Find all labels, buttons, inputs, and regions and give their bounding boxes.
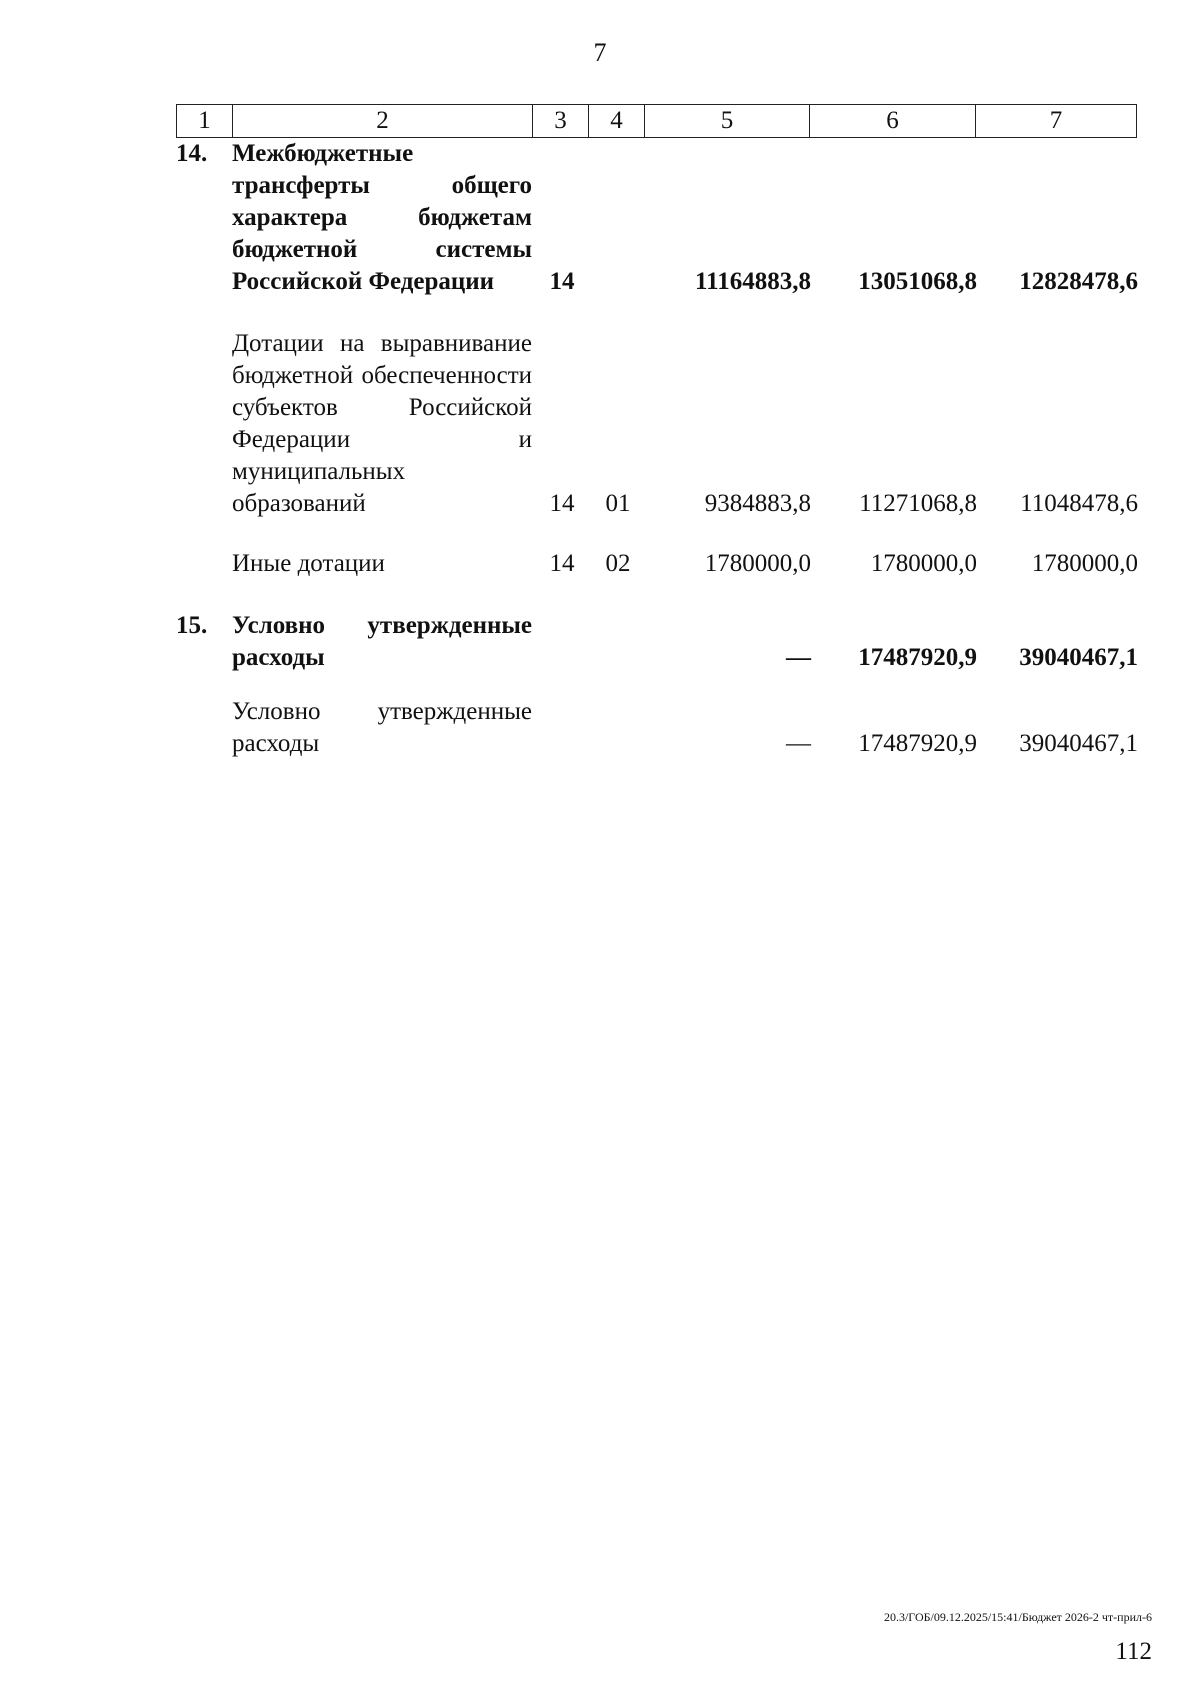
sheet-number: 112 — [1115, 1638, 1152, 1665]
header-col-2: 2 — [233, 105, 533, 138]
table-row — [176, 328, 1136, 520]
row-value-2026: — — [786, 644, 811, 671]
header-col-1: 1 — [177, 105, 233, 138]
row-name: Дотации на выравнивание бюджетной обеспеченности субъектов Российской Федерации и муниципальных образований — [232, 330, 532, 517]
row-name: Иные дотации — [232, 550, 385, 577]
row-value-2026: 1780000,0 — [704, 550, 811, 577]
row-name: Условно утвержденные расходы — [232, 612, 532, 671]
row-value-2028: 39040467,1 — [1019, 644, 1138, 671]
page-number: 7 — [593, 38, 607, 67]
row-value-2026: 9384883,8 — [704, 490, 811, 517]
header-col-6: 6 — [810, 105, 976, 138]
header-col-5: 5 — [645, 105, 810, 138]
row-value-2028: 12828478,6 — [1019, 268, 1138, 295]
row-number: 15. — [176, 612, 208, 639]
row-number: 14. — [176, 140, 208, 167]
header-col-3: 3 — [533, 105, 589, 138]
header-col-7: 7 — [976, 105, 1137, 138]
table-row — [176, 548, 1136, 580]
table-row — [176, 138, 1136, 298]
column-number-header — [176, 104, 1137, 138]
row-section: 14 — [549, 550, 575, 577]
row-subsection: 02 — [605, 550, 631, 577]
row-value-2027: 11271068,8 — [859, 490, 977, 517]
document-code: 20.3/ГОБ/09.12.2025/15:41/Бюджет 2026-2 чт-прил-6 — [883, 1610, 1152, 1624]
row-name: Межбюджетные трансферты общего характера бюджетам бюджетной системы Российской Федерации — [232, 140, 532, 295]
table-row — [176, 610, 1136, 674]
header-col-4: 4 — [589, 105, 645, 138]
row-section: 14 — [549, 268, 575, 295]
row-value-2027: 1780000,0 — [870, 550, 977, 577]
row-value-2026: 11164883,8 — [695, 268, 811, 295]
row-name: Условно утвержденные расходы — [232, 698, 532, 757]
row-value-2027: 17487920,9 — [858, 730, 977, 757]
row-value-2027: 13051068,8 — [858, 268, 977, 295]
row-value-2028: 11048478,6 — [1020, 490, 1138, 517]
row-value-2026: — — [786, 730, 811, 757]
row-value-2028: 1780000,0 — [1031, 550, 1138, 577]
row-section: 14 — [549, 490, 575, 517]
table-row — [176, 696, 1136, 760]
row-value-2028: 39040467,1 — [1019, 730, 1138, 757]
row-subsection: 01 — [605, 490, 631, 517]
budget-rows — [176, 138, 1136, 760]
row-value-2027: 17487920,9 — [858, 644, 977, 671]
